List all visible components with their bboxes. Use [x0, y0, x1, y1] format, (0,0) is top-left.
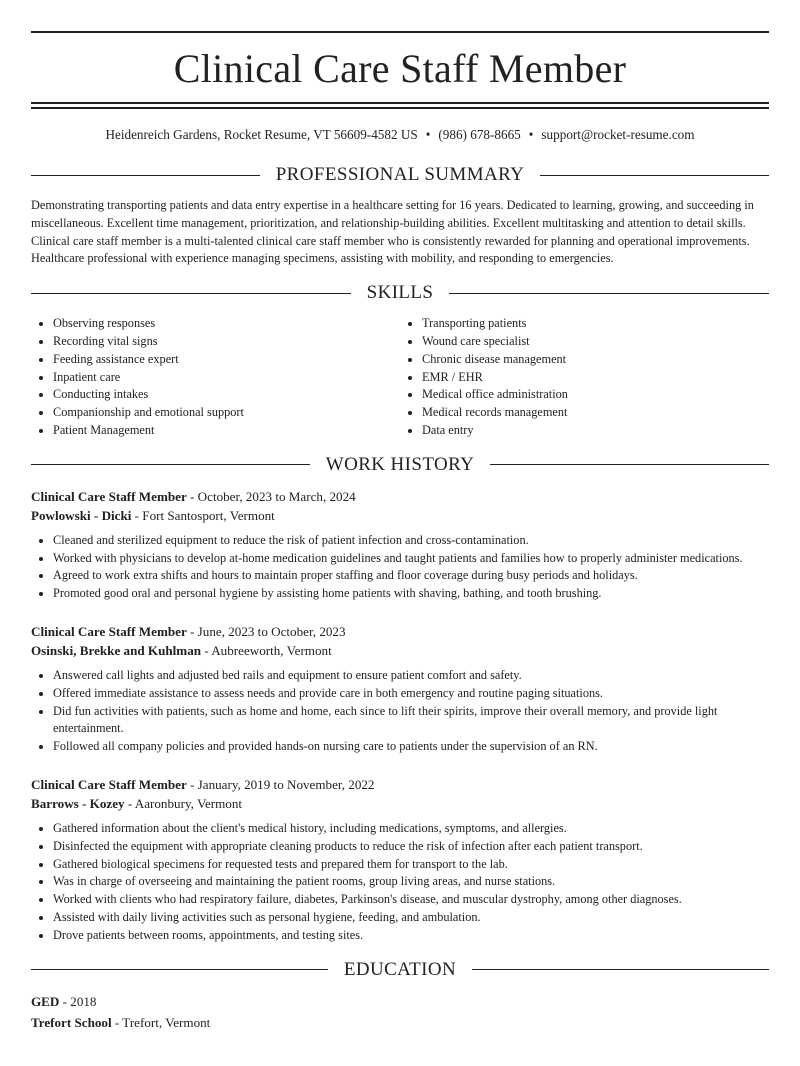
skill-item: • Inpatient care: [53, 369, 400, 387]
job-location: - Aubreeworth, Vermont: [201, 643, 332, 659]
job-bullet: • Gathered information about the client's medical history, including medications, symptoms, and allergies.: [53, 820, 769, 838]
job-company: Barrows - Kozey: [31, 796, 125, 812]
section-heading-work-history: [31, 454, 769, 476]
job-bullets: [31, 667, 769, 756]
section-title: EDUCATION: [343, 958, 457, 980]
contact-email[interactable]: support@rocket-resume.com: [541, 127, 695, 142]
skill-item: • Chronic disease management: [422, 351, 769, 369]
summary-text: Demonstrating transporting patients and data entry expertise in a healthcare setting for 16 years. Dedicated to learning, growing, and succeeding in miscellaneous. Excellent time management, prioritization, and relationship-building abilities. Excellent multitasking and attention to detail skills. Clinical care staff member is a multi-talented clinical care staff member who is consistently rewarded for planning and operational improvements. Healthcare professional with experience managing specimens, assisting with mobility, and responding to emergencies.: [31, 198, 754, 266]
candidate-name: Clinical Care Staff Member: [173, 46, 627, 91]
section-title: WORK HISTORY: [325, 453, 475, 475]
heading-rule-right: [472, 969, 769, 970]
job-bullets: [31, 532, 769, 603]
contact-line: [31, 126, 769, 143]
skill-item: • Conducting intakes: [53, 386, 400, 404]
job-title-line: [31, 487, 769, 507]
job-dates: - October, 2023 to March, 2024: [186, 488, 356, 504]
job-dates: - January, 2019 to November, 2022: [186, 776, 375, 792]
education-entry: [31, 992, 769, 1033]
job-company: Powlowski - Dicki: [31, 508, 132, 524]
section-heading-summary: [31, 164, 769, 186]
job-bullet: • Did fun activities with patients, such as home and home, each since to lift their spirits, improve their overall memory, and provide light entertainment.: [53, 703, 769, 739]
heading-rule-left: [31, 293, 351, 294]
top-rule: [31, 31, 769, 33]
education-degree: GED: [31, 993, 60, 1009]
job-bullet: • Offered immediate assistance to assess needs and provide care in both emergency and routine paging situations.: [53, 685, 769, 703]
section-title: SKILLS: [366, 282, 434, 304]
section-heading-skills: [31, 282, 769, 304]
job-dates: - June, 2023 to October, 2023: [186, 623, 346, 639]
job-company: Osinski, Brekke and Kuhlman: [31, 643, 202, 659]
job-title-line: [31, 622, 769, 642]
job-location: - Aaronbury, Vermont: [124, 796, 243, 812]
skill-item: • Data entry: [422, 422, 769, 440]
job-bullet: • Agreed to work extra shifts and hours to maintain proper staffing and floor coverage during busy periods and holidays.: [53, 567, 769, 585]
job-bullet: • Drove patients between rooms, appointments, and testing sites.: [53, 927, 769, 945]
heading-rule-left: [31, 175, 260, 176]
skill-item: • Transporting patients: [422, 315, 769, 333]
header-double-rule: [31, 102, 769, 109]
heading-rule-right: [540, 175, 769, 176]
job-title: Clinical Care Staff Member: [31, 488, 187, 504]
job-title-line: [31, 775, 769, 795]
skill-item: • Observing responses: [53, 315, 400, 333]
heading-rule-right: [490, 464, 769, 465]
section-title: PROFESSIONAL SUMMARY: [275, 164, 525, 185]
job-company-line: [31, 641, 769, 661]
job-bullet: • Worked with clients who had respiratory failure, diabetes, Parkinson's disease, and muscular dystrophy, among other diagnoses.: [53, 891, 769, 909]
education-degree-line: [31, 992, 769, 1012]
job-company-line: [31, 794, 769, 814]
skill-item: • Recording vital signs: [53, 333, 400, 351]
resume-page: [31, 31, 769, 1033]
job-entry: [31, 487, 769, 603]
skill-item: • Feeding assistance expert: [53, 351, 400, 369]
skills-list: [31, 315, 769, 440]
heading-rule-left: [31, 464, 310, 465]
education-location: - Trefort, Vermont: [111, 1015, 211, 1031]
job-bullet: • Disinfected the equipment with appropriate cleaning products to reduce the risk of infection after each patient transport.: [53, 838, 769, 856]
contact-separator: •: [528, 127, 534, 142]
section-heading-education: [31, 959, 769, 981]
skill-item: • Medical office administration: [422, 386, 769, 404]
skills-column-left: [31, 315, 400, 440]
job-location: - Fort Santosport, Vermont: [131, 508, 275, 524]
skills-column-right: [400, 315, 769, 440]
job-bullet: • Worked with physicians to develop at-home medication guidelines and taught patients and families how to properly administer medications.: [53, 550, 769, 568]
job-company-line: [31, 506, 769, 526]
contact-phone: (986) 678-8665: [438, 127, 521, 142]
skill-item: • Patient Management: [53, 422, 400, 440]
skill-item: • Wound care specialist: [422, 333, 769, 351]
education-year: - 2018: [59, 993, 97, 1009]
education-school: Trefort School: [31, 1015, 112, 1031]
job-bullet: • Promoted good oral and personal hygiene by assisting home patients with shaving, bathing, and tooth brushing.: [53, 585, 769, 603]
job-bullet: • Was in charge of overseeing and maintaining the patient rooms, group living areas, and nurse stations.: [53, 873, 769, 891]
heading-rule-right: [449, 293, 769, 294]
skill-item: • Companionship and emotional support: [53, 404, 400, 422]
job-bullet: • Followed all company policies and provided hands-on nursing care to patients under the supervision of an RN.: [53, 738, 769, 756]
job-bullet: • Gathered biological specimens for requested tests and prepared them for transport to the lab.: [53, 856, 769, 874]
job-entry: [31, 775, 769, 945]
job-entry: [31, 622, 769, 756]
work-history-list: [31, 487, 769, 945]
job-bullet: • Cleaned and sterilized equipment to reduce the risk of patient infection and cross-contamination.: [53, 532, 769, 550]
job-bullet: • Assisted with daily living activities such as personal hygiene, feeding, and ambulation.: [53, 909, 769, 927]
skill-item: • EMR / EHR: [422, 369, 769, 387]
education-school-line: [31, 1013, 769, 1033]
job-title: Clinical Care Staff Member: [31, 623, 187, 639]
contact-address: Heidenreich Gardens, Rocket Resume, VT 56609-4582 US: [105, 127, 418, 142]
job-bullet: • Answered call lights and adjusted bed rails and equipment to ensure patient comfort and safety.: [53, 667, 769, 685]
heading-rule-left: [31, 969, 328, 970]
contact-separator: •: [425, 127, 431, 142]
job-bullets: [31, 820, 769, 945]
job-title: Clinical Care Staff Member: [31, 776, 187, 792]
skill-item: • Medical records management: [422, 404, 769, 422]
